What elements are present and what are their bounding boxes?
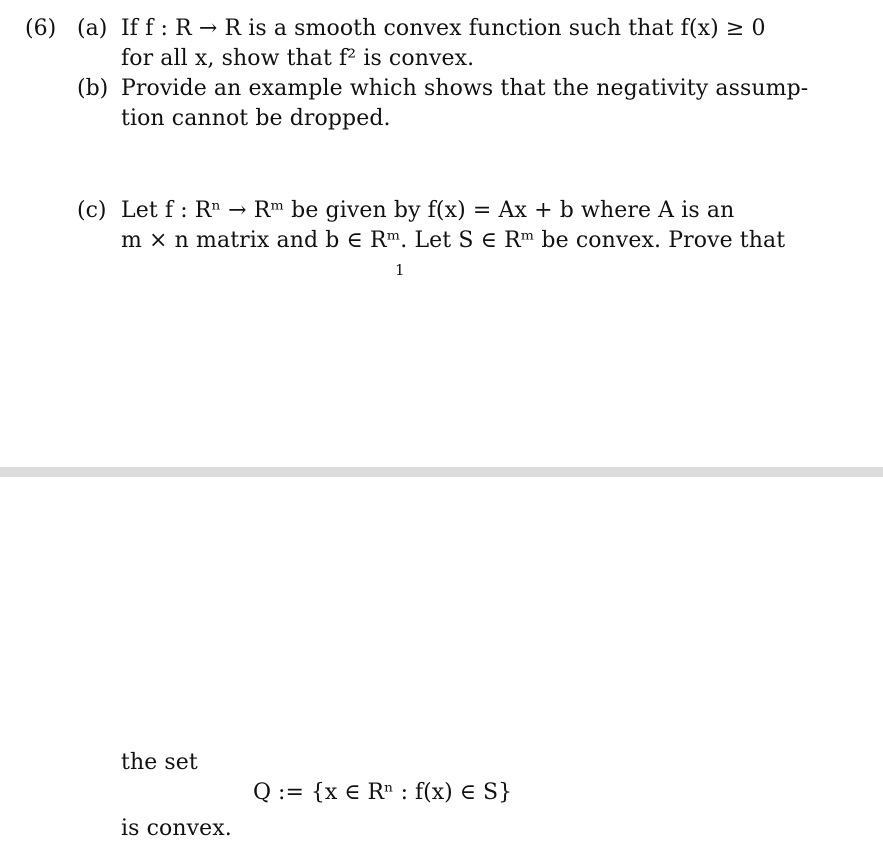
page-number: 1	[395, 261, 405, 279]
part-a-line-1: If f : R → R is a smooth convex function such that f(x) ≥ 0	[121, 16, 766, 41]
part-a-label: (a)	[77, 16, 108, 41]
set-definition-equation: Q := {x ∈ Rⁿ : f(x) ∈ S}	[253, 780, 513, 805]
part-b-line-2: tion cannot be dropped.	[121, 106, 391, 131]
part-b-line-1: Provide an example which shows that the negativity assump-	[121, 76, 809, 101]
part-c-line-3: the set	[121, 750, 198, 775]
part-b-label: (b)	[77, 76, 109, 101]
part-c-line-2: m × n matrix and b ∈ Rᵐ. Let S ∈ Rᵐ be convex. Prove that	[121, 228, 786, 253]
part-c-line-1: Let f : Rⁿ → Rᵐ be given by f(x) = Ax + b where A is an	[121, 198, 735, 223]
problem-number: (6)	[25, 16, 57, 41]
part-c-line-4: is convex.	[121, 816, 232, 841]
page-bottom	[0, 477, 883, 850]
page-separator	[0, 467, 883, 477]
part-a-line-2: for all x, show that f² is convex.	[121, 46, 475, 71]
part-c-label: (c)	[77, 198, 107, 223]
